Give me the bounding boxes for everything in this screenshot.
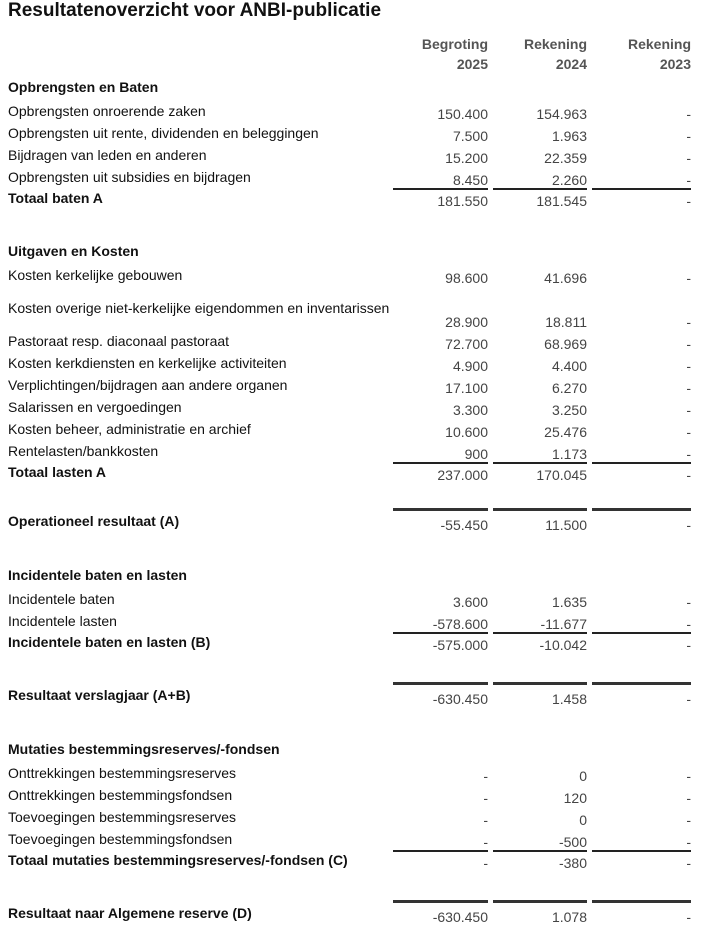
table-row [0, 418, 706, 440]
value-rekening-2023: - [686, 380, 691, 396]
row-label: Uitgaven en Kosten [8, 243, 139, 259]
value-rekening-2024: 3.250 [551, 402, 587, 418]
value-rekening-2023: - [592, 900, 691, 934]
row-label: Opbrengsten onroerende zaken [8, 103, 206, 119]
spacer [0, 658, 706, 682]
value-rekening-2023: - [686, 150, 691, 166]
value-rekening-2023: - [592, 682, 691, 716]
row-label: Incidentele baten en lasten [8, 567, 187, 583]
table-row [0, 166, 706, 188]
value-rekening-2024: 170.045 [493, 462, 587, 488]
column-header-row [0, 34, 706, 74]
total-row [0, 188, 706, 214]
value-rekening-2024: 181.545 [493, 188, 587, 214]
value-begroting-2025: -578.600 [432, 616, 488, 632]
value-rekening-2024: 11.500 [493, 508, 587, 542]
column-header-rekening-2024: Rekening 2024 [523, 36, 587, 72]
table-row [0, 396, 706, 418]
row-label: Totaal baten A [8, 190, 103, 206]
value-rekening-2024: 0 [579, 768, 587, 784]
row-label: Pastoraat resp. diaconaal pastoraat [8, 333, 230, 349]
value-begroting-2025: 900 [464, 446, 488, 462]
column-header-begroting-2025: Begroting 2025 [421, 36, 488, 72]
value-begroting-2025: -55.450 [393, 508, 488, 542]
section-header [0, 238, 706, 264]
value-rekening-2023: - [686, 402, 691, 418]
page-title: Resultatenoverzicht voor ANBI-publicatie [8, 0, 382, 21]
row-label: Verplichtingen/bijdragen aan andere organen [8, 377, 288, 393]
value-rekening-2023: - [686, 616, 691, 632]
result-row [0, 900, 706, 934]
row-label: Opbrengsten uit subsidies en bijdragen [8, 169, 251, 185]
row-label: Kosten kerkelijke gebouwen [8, 267, 183, 283]
value-begroting-2025: 98.600 [445, 270, 488, 286]
spacer [0, 214, 706, 238]
table-row [0, 144, 706, 166]
value-rekening-2024: -380 [493, 850, 587, 876]
spacer [0, 876, 706, 900]
spacer [0, 542, 706, 562]
row-label: Bijdragen van leden en anderen [8, 147, 207, 163]
value-rekening-2024: -11.677 [540, 616, 587, 632]
value-rekening-2024: 6.270 [551, 380, 587, 396]
row-label: Kosten kerkdiensten en kerkelijke activiteiten [8, 355, 287, 371]
row-label: Resultaat naar Algemene reserve (D) [8, 905, 252, 921]
row-label: Incidentele baten [8, 591, 115, 607]
value-rekening-2024: 120 [563, 790, 587, 806]
table-row [0, 352, 706, 374]
table-row [0, 264, 706, 286]
row-label: Incidentele baten en lasten (B) [8, 634, 211, 650]
value-rekening-2023: - [686, 106, 691, 122]
value-begroting-2025: 150.400 [437, 106, 488, 122]
value-rekening-2023: - [592, 632, 691, 658]
results-table [0, 34, 706, 934]
value-rekening-2024: 1.458 [493, 682, 587, 716]
value-rekening-2024: 41.696 [544, 270, 587, 286]
row-label: Resultaat verslagjaar (A+B) [8, 687, 191, 703]
value-rekening-2023: - [686, 336, 691, 352]
value-begroting-2025: 15.200 [445, 150, 488, 166]
value-begroting-2025: 7.500 [452, 128, 488, 144]
value-rekening-2024: 68.969 [544, 336, 587, 352]
value-begroting-2025: - [483, 834, 488, 850]
value-begroting-2025: 28.900 [445, 314, 488, 330]
table-row [0, 100, 706, 122]
result-row [0, 508, 706, 542]
value-rekening-2023: - [686, 446, 691, 462]
total-row [0, 850, 706, 876]
row-label: Onttrekkingen bestemmingsfondsen [8, 787, 233, 803]
value-rekening-2023: - [686, 314, 691, 330]
value-begroting-2025: - [483, 812, 488, 828]
value-begroting-2025: 181.550 [393, 188, 488, 214]
value-begroting-2025: -575.000 [393, 632, 488, 658]
value-rekening-2024: 1.635 [551, 594, 587, 610]
value-rekening-2024: -500 [558, 834, 587, 850]
value-rekening-2023: - [686, 270, 691, 286]
table-row [0, 286, 706, 330]
value-rekening-2024: 4.400 [551, 358, 587, 374]
row-label: Salarissen en vergoedingen [8, 399, 182, 415]
table-row [0, 784, 706, 806]
spacer [0, 716, 706, 736]
value-rekening-2024: 1.078 [493, 900, 587, 934]
spacer [0, 488, 706, 508]
table-body [0, 74, 706, 934]
value-rekening-2023: - [686, 128, 691, 144]
value-rekening-2023: - [686, 768, 691, 784]
value-begroting-2025: 237.000 [393, 462, 488, 488]
value-rekening-2023: - [686, 172, 691, 188]
table-row [0, 762, 706, 784]
section-header [0, 74, 706, 100]
total-row [0, 632, 706, 658]
value-begroting-2025: 72.700 [445, 336, 488, 352]
value-rekening-2024: -10.042 [493, 632, 587, 658]
value-rekening-2023: - [686, 834, 691, 850]
row-label: Opbrengsten uit rente, dividenden en beleggingen [8, 125, 319, 141]
value-rekening-2023: - [592, 508, 691, 542]
table-row [0, 440, 706, 462]
section-header [0, 736, 706, 762]
value-rekening-2024: 22.359 [544, 150, 587, 166]
row-label: Totaal lasten A [8, 464, 107, 480]
section-header [0, 562, 706, 588]
value-rekening-2023: - [686, 424, 691, 440]
value-begroting-2025: 3.300 [452, 402, 488, 418]
value-begroting-2025: -630.450 [393, 900, 488, 934]
total-row [0, 462, 706, 488]
row-label: Toevoegingen bestemmingsfondsen [8, 831, 233, 847]
value-rekening-2024: 18.811 [545, 314, 587, 330]
table-row [0, 374, 706, 396]
value-rekening-2023: - [592, 462, 691, 488]
table-row [0, 610, 706, 632]
value-begroting-2025: -630.450 [393, 682, 488, 716]
value-begroting-2025: 17.100 [445, 380, 488, 396]
row-label: Incidentele lasten [8, 613, 117, 629]
value-rekening-2024: 2.260 [551, 172, 587, 188]
row-label: Kosten beheer, administratie en archief [8, 421, 251, 437]
table-row [0, 588, 706, 610]
value-rekening-2023: - [686, 594, 691, 610]
value-begroting-2025: 4.900 [452, 358, 488, 374]
row-label: Operationeel resultaat (A) [8, 513, 180, 529]
column-header-rekening-2023: Rekening 2023 [627, 36, 691, 72]
row-label: Opbrengsten en Baten [8, 79, 159, 95]
value-rekening-2023: - [686, 358, 691, 374]
row-label: Toevoegingen bestemmingsreserves [8, 809, 237, 825]
value-rekening-2023: - [592, 850, 691, 876]
row-label: Onttrekkingen bestemmingsreserves [8, 765, 236, 781]
row-label: Mutaties bestemmingsreserves/-fondsen [8, 741, 280, 757]
result-row [0, 682, 706, 716]
table-row [0, 828, 706, 850]
row-label: Totaal mutaties bestemmingsreserves/-fondsen (C) [8, 852, 348, 868]
table-row [0, 122, 706, 144]
value-begroting-2025: 3.600 [452, 594, 488, 610]
value-rekening-2024: 1.173 [551, 446, 587, 462]
value-rekening-2024: 154.963 [536, 106, 587, 122]
value-begroting-2025: 10.600 [445, 424, 488, 440]
table-row [0, 330, 706, 352]
value-rekening-2023: - [686, 790, 691, 806]
value-begroting-2025: 8.450 [452, 172, 488, 188]
row-label: Rentelasten/bankkosten [8, 443, 159, 459]
table-row [0, 806, 706, 828]
value-rekening-2023: - [686, 812, 691, 828]
value-begroting-2025: - [483, 768, 488, 784]
value-begroting-2025: - [483, 790, 488, 806]
value-rekening-2024: 1.963 [551, 128, 587, 144]
value-rekening-2024: 0 [579, 812, 587, 828]
value-rekening-2023: - [592, 188, 691, 214]
row-label: Kosten overige niet-kerkelijke eigendommen en inventarissen [8, 300, 390, 316]
value-rekening-2024: 25.476 [544, 424, 587, 440]
value-begroting-2025: - [393, 850, 488, 876]
